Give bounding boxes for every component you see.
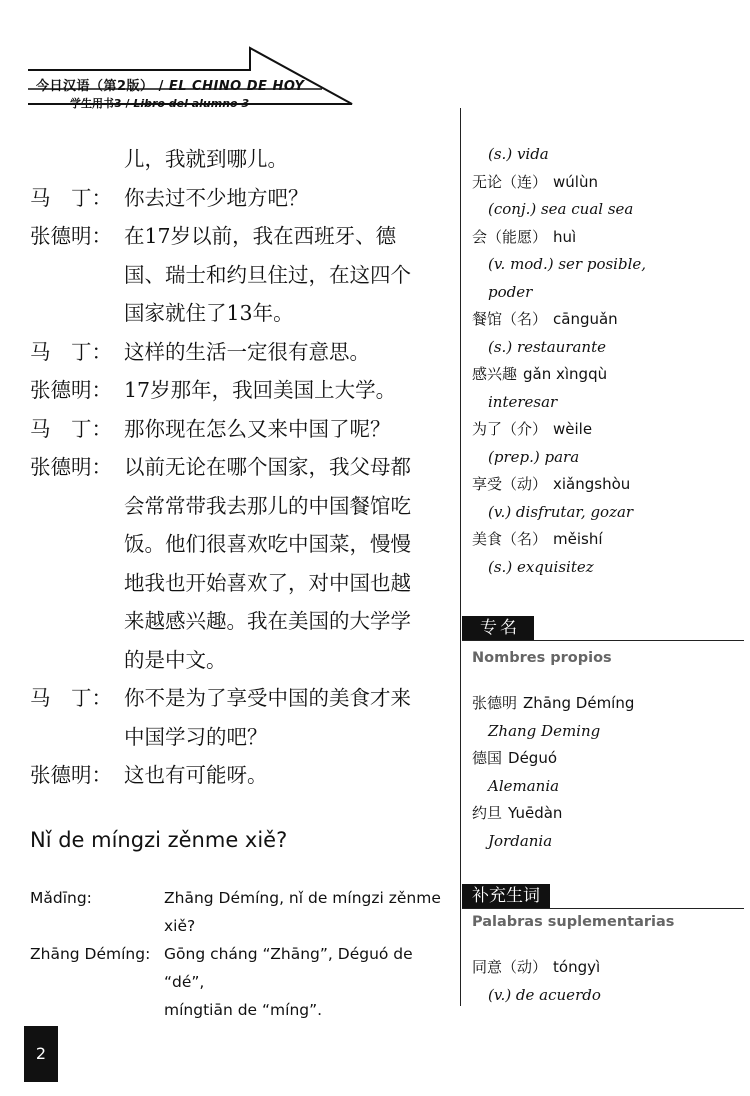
vocab-entry: 为了（介） wèile (prep.) para [472, 420, 593, 466]
supplementary-rule [462, 908, 744, 909]
dialogue-line: 张德明： 在17岁以前，我在西班牙、德 [30, 224, 397, 248]
supplementary-list [472, 954, 742, 1009]
name-entry: 约旦 Yuēdàn Jordania [472, 804, 563, 850]
book-subtitle: 学生用书3 / Libro del alumno 3 [70, 97, 250, 110]
book-title: 今日汉语（第2版） / EL CHINO DE HOY [36, 79, 305, 94]
vocab-entry: 会（能愿） huì (v. mod.) ser posible, poder [472, 227, 647, 301]
vocab-entry: 美食（名） měishí (s.) exquisitez [472, 530, 603, 576]
column-divider [460, 108, 461, 1006]
dialogue-line: 张德明： 这也有可能呀。 [30, 763, 268, 787]
vocabulary-list [472, 141, 742, 581]
vocab-entry: 感兴趣 gǎn xìngqù interesar [472, 365, 608, 411]
dialogue-line: 张德明： 17岁那年，我回美国上大学。 [30, 378, 397, 402]
vocab-entry: 无论（连） wúlùn (conj.) sea cual sea [472, 172, 634, 218]
dialogue-line: 张德明： 以前无论在哪个国家，我父母都 [30, 455, 411, 479]
pinyin-line: Mǎdīng: Zhāng Démíng, nǐ de míngzi zěnme [30, 889, 441, 907]
vocab-entry: 享受（动） xiǎngshòu (v.) disfrutar, gozar [472, 475, 634, 521]
proper-names-list [472, 690, 742, 855]
proper-names-subtitle: Nombres propios [472, 650, 612, 666]
supplementary-label: 补充生词 [462, 884, 550, 908]
pinyin-section-title: Nǐ de míngzi zěnme xiě? [30, 828, 288, 852]
pinyin-dialogue [30, 884, 450, 1024]
dialogue-line: 儿，我就到哪儿。 [124, 147, 288, 171]
dialogue-line: 的是中文。 [124, 647, 227, 672]
vocab-entry: (s.) vida [488, 145, 549, 163]
name-entry: 张德明 Zhāng Démíng Zhang Deming [472, 694, 635, 740]
proper-names-rule [462, 640, 744, 641]
proper-names-label: 专名 [462, 616, 534, 640]
pinyin-line: míngtiān de “míng”. [164, 1001, 323, 1019]
dialogue-line: 地我也开始喜欢了，对中国也越 [124, 570, 411, 595]
page-number: 2 [24, 1026, 58, 1082]
dialogue-line: 马 丁： 这样的生活一定很有意思。 [30, 339, 370, 364]
dialogue-line: 来越感兴趣。我在美国的大学学 [124, 609, 411, 633]
dialogue-line: 马 丁： 你不是为了享受中国的美食才来 [30, 686, 411, 710]
dialogue-line: 马 丁： 你去过不少地方吧？ [30, 185, 309, 210]
name-entry: 德国 Déguó Alemania [472, 749, 560, 795]
dialogue-line: 马 丁： 那你现在怎么又来中国了呢？ [30, 416, 391, 441]
dialogue-line: 饭。他们很喜欢吃中国菜，慢慢 [124, 532, 411, 556]
dialogue [30, 140, 450, 795]
pinyin-line: Zhāng Démíng: Gōng cháng “Zhāng”, Déguó de “dé”, [30, 945, 413, 991]
dialogue-line: 国、瑞士和约旦住过，在这四个 [124, 262, 411, 287]
dialogue-line: 中国学习的吧？ [124, 724, 268, 749]
dialogue-line: 会常常带我去那儿的中国餐馆吃 [124, 493, 411, 518]
dialogue-line: 国家就住了13年。 [124, 301, 294, 325]
supplementary-entry: 同意（动） tóngyì (v.) de acuerdo [472, 958, 601, 1004]
vocab-entry: 餐馆（名） cānguǎn (s.) restaurante [472, 310, 618, 356]
pinyin-line: xiě? [164, 917, 196, 935]
supplementary-subtitle: Palabras suplementarias [472, 914, 675, 930]
